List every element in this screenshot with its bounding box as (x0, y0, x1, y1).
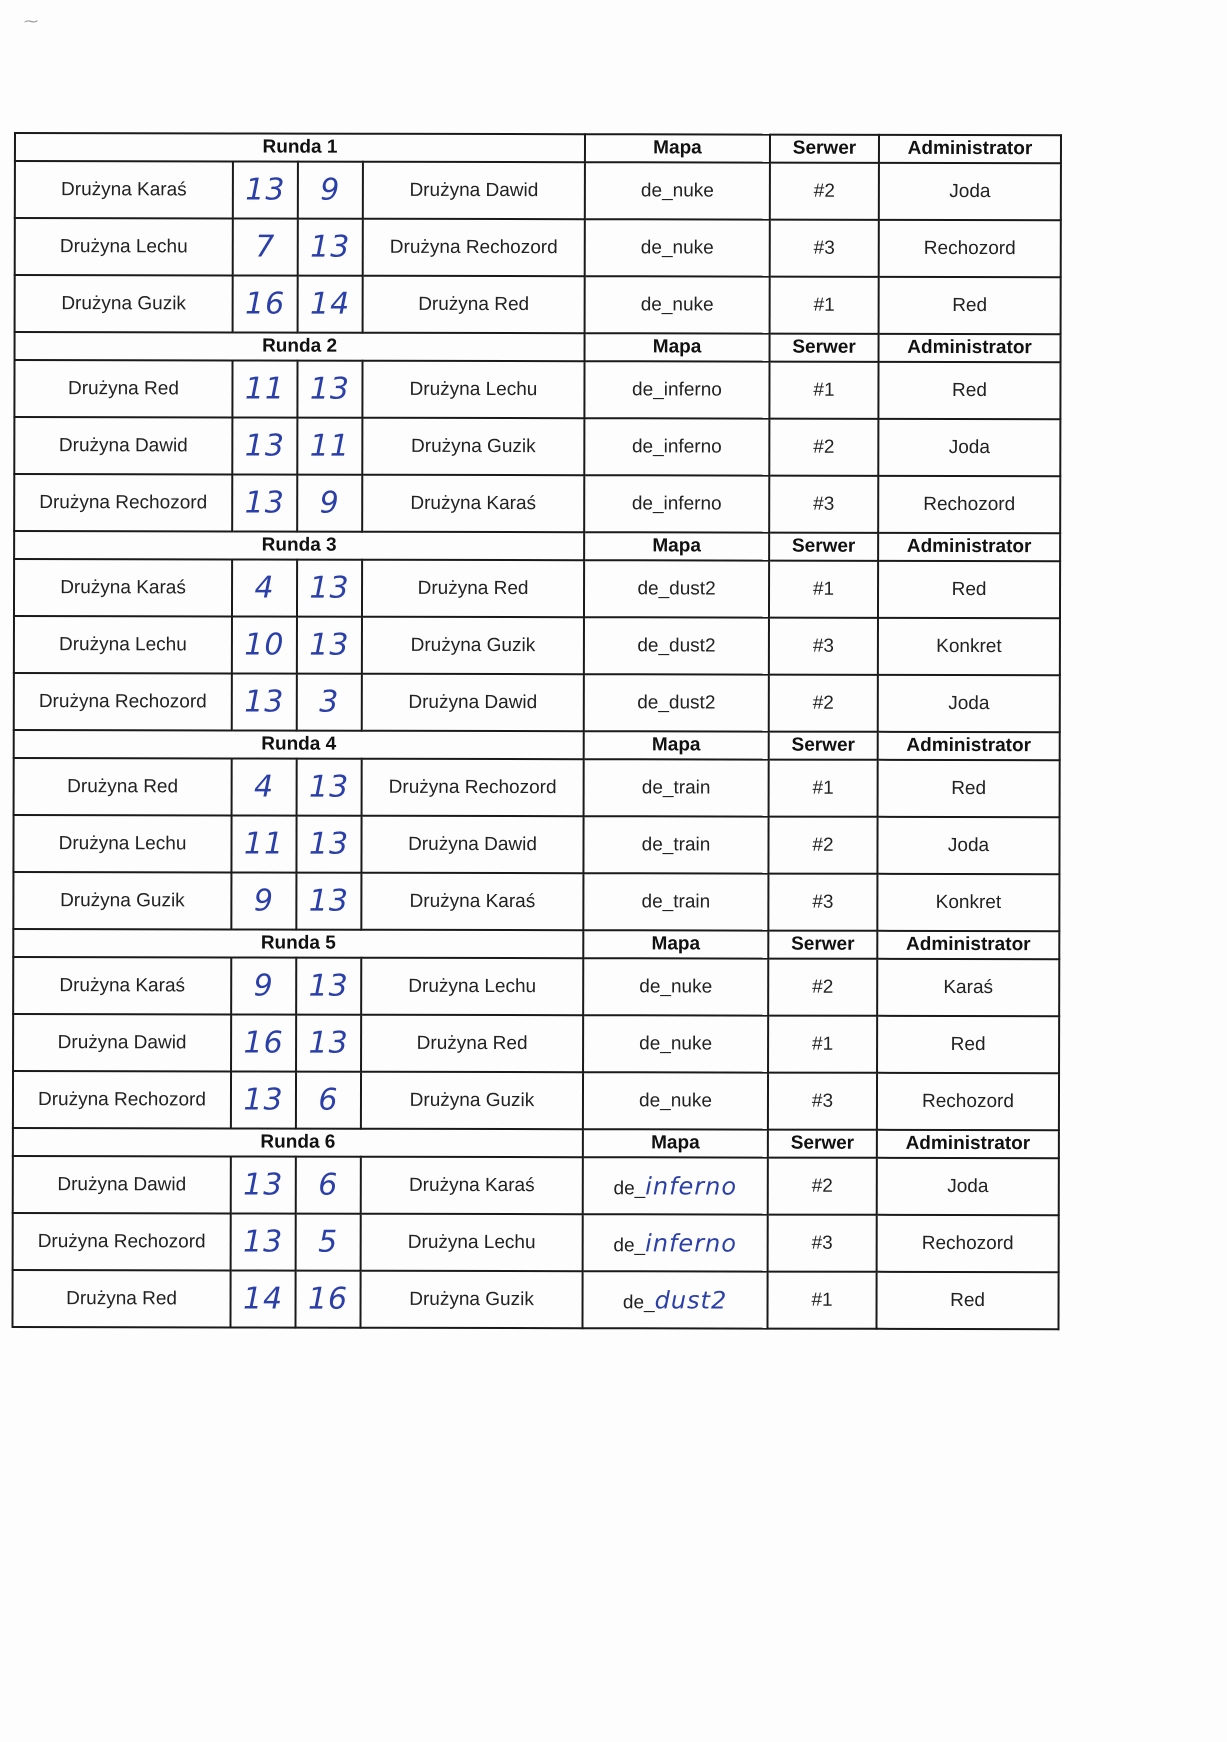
team-b-cell: Drużyna Rechozord (363, 219, 585, 276)
match-row (14, 616, 1060, 675)
score-a-handwritten: 14 (230, 1270, 295, 1327)
team-b-cell: Drużyna Lechu (361, 1214, 583, 1271)
map-cell (583, 1271, 768, 1328)
team-b-cell: Drużyna Guzik (362, 418, 584, 475)
team-b-cell: Drużyna Dawid (361, 816, 583, 873)
match-row (14, 673, 1060, 732)
score-a-handwritten: 11 (232, 360, 297, 417)
match-row (15, 161, 1061, 220)
team-a-cell: Drużyna Red (14, 758, 232, 815)
server-cell: #3 (768, 1215, 877, 1272)
team-a-cell: Drużyna Karaś (13, 957, 231, 1014)
server-cell: #3 (768, 1073, 877, 1130)
team-a-cell: Drużyna Rechozord (13, 1071, 231, 1128)
team-a-cell: Drużyna Rechozord (13, 1213, 231, 1270)
server-cell: #1 (769, 760, 878, 817)
round-header-row (13, 1128, 1059, 1158)
map-cell: de_nuke (583, 958, 768, 1015)
match-row (13, 872, 1059, 931)
admin-column-header: Administrator (877, 931, 1059, 959)
admin-cell: Joda (878, 419, 1060, 476)
server-cell: #2 (769, 675, 878, 732)
admin-cell: Joda (878, 675, 1060, 732)
team-a-cell: Drużyna Lechu (15, 218, 233, 275)
score-b-handwritten: 11 (297, 418, 362, 475)
round-title: Runda 4 (14, 730, 584, 759)
map-cell: de_train (584, 759, 769, 816)
map-handwritten: dust2 (654, 1285, 728, 1314)
team-a-cell: Drużyna Guzik (15, 275, 233, 332)
team-a-cell: Drużyna Rechozord (14, 673, 232, 730)
team-b-cell: Drużyna Guzik (360, 1271, 582, 1328)
map-cell: de_inferno (584, 475, 769, 532)
score-a-handwritten: 13 (232, 673, 297, 730)
map-cell: de_nuke (583, 1072, 768, 1129)
score-b-handwritten: 3 (297, 674, 362, 731)
team-b-cell: Drużyna Guzik (362, 617, 584, 674)
score-b-handwritten: 9 (298, 162, 363, 219)
server-cell: #2 (768, 817, 877, 874)
server-column-header: Serwer (770, 334, 879, 362)
map-cell: de_nuke (583, 1015, 768, 1072)
admin-cell: Red (879, 277, 1061, 334)
admin-column-header: Administrator (879, 334, 1061, 362)
admin-cell: Rechozord (878, 476, 1060, 533)
admin-cell: Red (878, 561, 1060, 618)
score-b-handwritten: 13 (296, 873, 361, 930)
score-a-handwritten: 9 (231, 872, 296, 929)
match-row (14, 474, 1060, 533)
map-cell: de_nuke (585, 162, 770, 219)
round-header-row (14, 730, 1060, 760)
team-b-cell: Drużyna Dawid (362, 674, 584, 731)
score-b-handwritten: 14 (298, 276, 363, 333)
server-cell: #1 (769, 561, 878, 618)
score-b-handwritten: 13 (296, 1015, 361, 1072)
admin-cell: Rechozord (879, 220, 1061, 277)
team-a-cell: Drużyna Lechu (14, 616, 232, 673)
map-cell: de_inferno (584, 361, 769, 418)
server-column-header: Serwer (770, 135, 879, 163)
score-a-handwritten: 16 (233, 275, 298, 332)
score-a-handwritten: 4 (232, 758, 297, 815)
server-cell: #1 (769, 362, 878, 419)
score-b-handwritten: 13 (297, 759, 362, 816)
map-cell (583, 1157, 768, 1214)
admin-cell: Joda (879, 163, 1061, 220)
admin-cell: Red (877, 1272, 1059, 1329)
server-cell: #2 (770, 163, 879, 220)
admin-cell: Rechozord (877, 1215, 1059, 1272)
map-column-header: Mapa (584, 731, 769, 759)
team-a-cell: Drużyna Karaś (15, 161, 233, 218)
team-b-cell: Drużyna Lechu (361, 958, 583, 1015)
map-cell: de_nuke (585, 219, 770, 276)
round-title: Runda 6 (13, 1128, 583, 1157)
map-cell: de_dust2 (584, 674, 769, 731)
round-header-row (15, 332, 1061, 362)
server-cell: #2 (768, 1158, 877, 1215)
server-cell: #2 (769, 419, 878, 476)
admin-column-header: Administrator (879, 135, 1061, 163)
score-a-handwritten: 16 (231, 1014, 296, 1071)
match-row (14, 417, 1060, 476)
round-header-row (14, 531, 1060, 561)
map-prefix: de_ (613, 1177, 646, 1199)
team-b-cell: Drużyna Dawid (363, 162, 585, 219)
score-b-handwritten: 5 (296, 1214, 361, 1271)
match-row (13, 1071, 1059, 1130)
team-b-cell: Drużyna Karaś (361, 1157, 583, 1214)
map-column-header: Mapa (583, 1129, 768, 1157)
match-row (12, 1270, 1058, 1329)
team-b-cell: Drużyna Red (362, 560, 584, 617)
score-a-handwritten: 13 (231, 1156, 296, 1213)
team-b-cell: Drużyna Guzik (361, 1072, 583, 1129)
match-row (13, 815, 1059, 874)
match-row (14, 758, 1060, 817)
team-a-cell: Drużyna Guzik (13, 872, 231, 929)
round-header-row (13, 929, 1059, 959)
team-a-cell: Drużyna Dawid (13, 1014, 231, 1071)
server-cell: #3 (769, 618, 878, 675)
server-cell: #1 (768, 1016, 877, 1073)
score-a-handwritten: 13 (232, 417, 297, 474)
match-row (13, 1213, 1059, 1272)
round-header-row (15, 133, 1061, 163)
map-cell: de_dust2 (584, 560, 769, 617)
score-a-handwritten: 13 (231, 1213, 296, 1270)
team-b-cell: Drużyna Rechozord (362, 759, 584, 816)
team-b-cell: Drużyna Karaś (362, 475, 584, 532)
admin-cell: Red (878, 362, 1060, 419)
admin-cell: Joda (877, 1158, 1059, 1215)
map-cell: de_inferno (584, 418, 769, 475)
score-b-handwritten: 9 (297, 475, 362, 532)
admin-cell: Karaś (877, 959, 1059, 1016)
map-handwritten: inferno (645, 1228, 738, 1258)
score-b-handwritten: 13 (297, 560, 362, 617)
score-b-handwritten: 13 (297, 361, 362, 418)
admin-cell: Konkret (877, 874, 1059, 931)
score-a-handwritten: 10 (232, 616, 297, 673)
admin-column-header: Administrator (878, 533, 1060, 561)
admin-cell: Red (878, 760, 1060, 817)
match-row (13, 957, 1059, 1016)
score-b-handwritten: 13 (298, 219, 363, 276)
score-a-handwritten: 13 (231, 1071, 296, 1128)
score-b-handwritten: 13 (297, 617, 362, 674)
match-row (14, 559, 1060, 618)
map-column-header: Mapa (584, 532, 769, 560)
admin-column-header: Administrator (878, 732, 1060, 760)
match-row (15, 218, 1061, 277)
match-row (13, 1014, 1059, 1073)
server-column-header: Serwer (769, 732, 878, 760)
score-b-handwritten: 13 (296, 958, 361, 1015)
map-cell: de_train (583, 873, 768, 930)
round-title: Runda 1 (15, 133, 585, 162)
score-b-handwritten: 13 (296, 816, 361, 873)
server-cell: #2 (768, 959, 877, 1016)
server-cell: #1 (768, 1272, 877, 1329)
score-b-handwritten: 16 (295, 1271, 360, 1328)
team-a-cell: Drużyna Karaś (14, 559, 232, 616)
score-a-handwritten: 11 (231, 815, 296, 872)
map-column-header: Mapa (583, 930, 768, 958)
server-column-header: Serwer (769, 533, 878, 561)
score-a-handwritten: 4 (232, 559, 297, 616)
score-a-handwritten: 7 (233, 218, 298, 275)
score-a-handwritten: 13 (232, 474, 297, 531)
team-a-cell: Drużyna Dawid (13, 1156, 231, 1213)
server-cell: #1 (770, 277, 879, 334)
team-a-cell: Drużyna Red (14, 360, 232, 417)
team-a-cell: Drużyna Dawid (14, 417, 232, 474)
match-row (14, 360, 1060, 419)
team-a-cell: Drużyna Red (12, 1270, 230, 1327)
tournament-schedule-table (11, 132, 1062, 1330)
team-a-cell: Drużyna Lechu (13, 815, 231, 872)
match-row (13, 1156, 1059, 1215)
server-cell: #3 (770, 220, 879, 277)
score-a-handwritten: 9 (231, 957, 296, 1014)
map-prefix: de_ (622, 1291, 655, 1313)
team-a-cell: Drużyna Rechozord (14, 474, 232, 531)
admin-cell: Konkret (878, 618, 1060, 675)
match-row (15, 275, 1061, 334)
server-cell: #3 (768, 874, 877, 931)
round-title: Runda 2 (15, 332, 585, 361)
scan-speck: ⁓ (24, 14, 38, 30)
map-column-header: Mapa (585, 333, 770, 361)
admin-cell: Rechozord (877, 1073, 1059, 1130)
map-cell: de_train (583, 816, 768, 873)
team-b-cell: Drużyna Lechu (362, 361, 584, 418)
map-cell (583, 1214, 768, 1271)
round-title: Runda 5 (13, 929, 583, 958)
map-cell: de_dust2 (584, 617, 769, 674)
server-column-header: Serwer (768, 931, 877, 959)
map-handwritten: inferno (645, 1171, 738, 1201)
score-b-handwritten: 6 (296, 1072, 361, 1129)
admin-cell: Red (877, 1016, 1059, 1073)
map-column-header: Mapa (585, 134, 770, 162)
team-b-cell: Drużyna Red (363, 276, 585, 333)
admin-column-header: Administrator (877, 1130, 1059, 1158)
map-prefix: de_ (613, 1234, 646, 1256)
round-title: Runda 3 (14, 531, 584, 560)
score-a-handwritten: 13 (233, 161, 298, 218)
score-b-handwritten: 6 (296, 1157, 361, 1214)
server-column-header: Serwer (768, 1130, 877, 1158)
team-b-cell: Drużyna Karaś (361, 873, 583, 930)
team-b-cell: Drużyna Red (361, 1015, 583, 1072)
map-cell: de_nuke (585, 276, 770, 333)
server-cell: #3 (769, 476, 878, 533)
admin-cell: Joda (877, 817, 1059, 874)
